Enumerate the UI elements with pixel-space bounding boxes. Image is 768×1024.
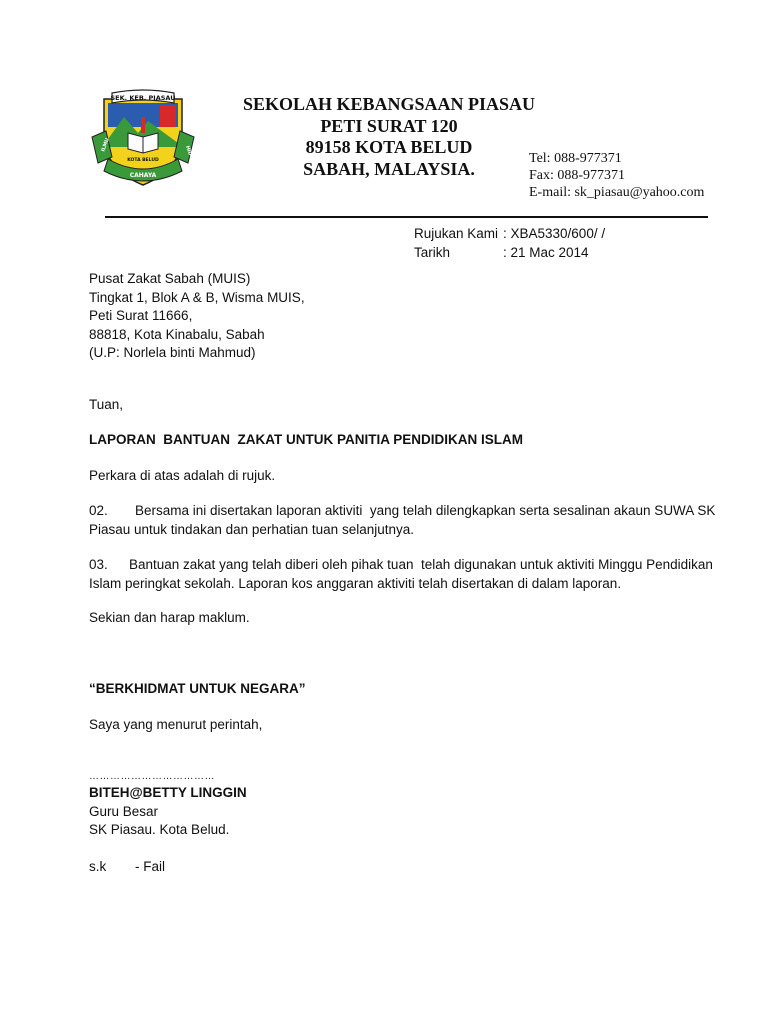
date-value: : 21 Mac 2014	[503, 244, 589, 260]
logo-motto-mid: CAHAYA	[129, 172, 157, 179]
school-header	[230, 94, 548, 180]
cc-value: - Fail	[135, 859, 165, 874]
signature-dots: ………………………………	[89, 771, 215, 782]
school-line-4: SABAH, MALAYSIA.	[303, 158, 475, 179]
ref-label: Rujukan Kami	[414, 226, 499, 241]
contact-fax: Fax: 088-977371	[529, 168, 626, 183]
header-divider	[105, 216, 708, 218]
paragraph-text: Bantuan zakat yang telah diberi oleh pihak tuan telah digunakan untuk aktiviti Minggu Pendidikan	[129, 557, 713, 572]
recipient-line: Tingkat 1, Blok A & B, Wisma MUIS,	[89, 289, 305, 305]
recipient-address	[89, 270, 305, 363]
school-logo	[90, 87, 196, 189]
contact-block	[529, 150, 704, 201]
logo-place-text: KOTA BELUD	[127, 158, 159, 163]
logo-banner-text: SEK. KEB. PIASAU	[110, 94, 176, 102]
paragraph-text: Piasau untuk tindakan dan perhatian tuan selanjutnya.	[89, 521, 414, 537]
salutation: Tuan,	[89, 397, 124, 412]
paragraph-text: Bersama ini disertakan laporan aktiviti yang telah dilengkapkan serta sesalinan akaun SUWA SK	[135, 503, 716, 518]
recipient-line: Pusat Zakat Sabah (MUIS)	[89, 271, 251, 286]
signature-block	[89, 770, 247, 840]
signatory-title: Guru Besar	[89, 803, 159, 819]
signatory-name: BITEH@BETTY LINGGIN	[89, 785, 247, 800]
signatory-org: SK Piasau. Kota Belud.	[89, 822, 230, 837]
contact-email: E-mail: sk_piasau@yahoo.com	[529, 185, 705, 200]
school-line-3: 89158 KOTA BELUD	[305, 137, 473, 157]
sign-off: Saya yang menurut perintah,	[89, 717, 263, 732]
contact-tel: Tel: 088-977371	[529, 151, 622, 166]
reference-block	[414, 225, 605, 262]
ref-value: : XBA5330/600/ /	[503, 226, 606, 241]
logo-motto-right: HIDUP	[184, 144, 196, 164]
paragraph-02	[89, 502, 716, 539]
paragraph-text: Islam peringkat sekolah. Laporan kos anggaran aktiviti telah disertakan di dalam laporan.	[89, 575, 622, 591]
school-line-1: SEKOLAH KEBANGSAAN PIASAU	[242, 94, 536, 114]
paragraph-number: 02.	[89, 503, 108, 518]
logo-motto-left: ILMU	[100, 137, 111, 153]
paragraph-03	[89, 556, 713, 593]
intro-paragraph: Perkara di atas adalah di rujuk.	[89, 468, 276, 483]
date-label: Tarikh	[414, 244, 451, 260]
cc-label: s.k	[89, 859, 107, 874]
recipient-line: Peti Surat 11666,	[89, 308, 193, 323]
paragraph-number: 03.	[89, 557, 108, 572]
closing-line: Sekian dan harap maklum.	[89, 610, 250, 625]
cc-line	[89, 858, 165, 877]
recipient-line: 88818, Kota Kinabalu, Sabah	[89, 326, 265, 342]
slogan: “BERKHIDMAT UNTUK NEGARA”	[89, 681, 306, 696]
school-line-2: PETI SURAT 120	[320, 115, 458, 136]
letter-subject: LAPORAN BANTUAN ZAKAT UNTUK PANITIA PENDIDIKAN ISLAM	[89, 432, 523, 447]
recipient-line: (U.P: Norlela binti Mahmud)	[89, 345, 256, 360]
